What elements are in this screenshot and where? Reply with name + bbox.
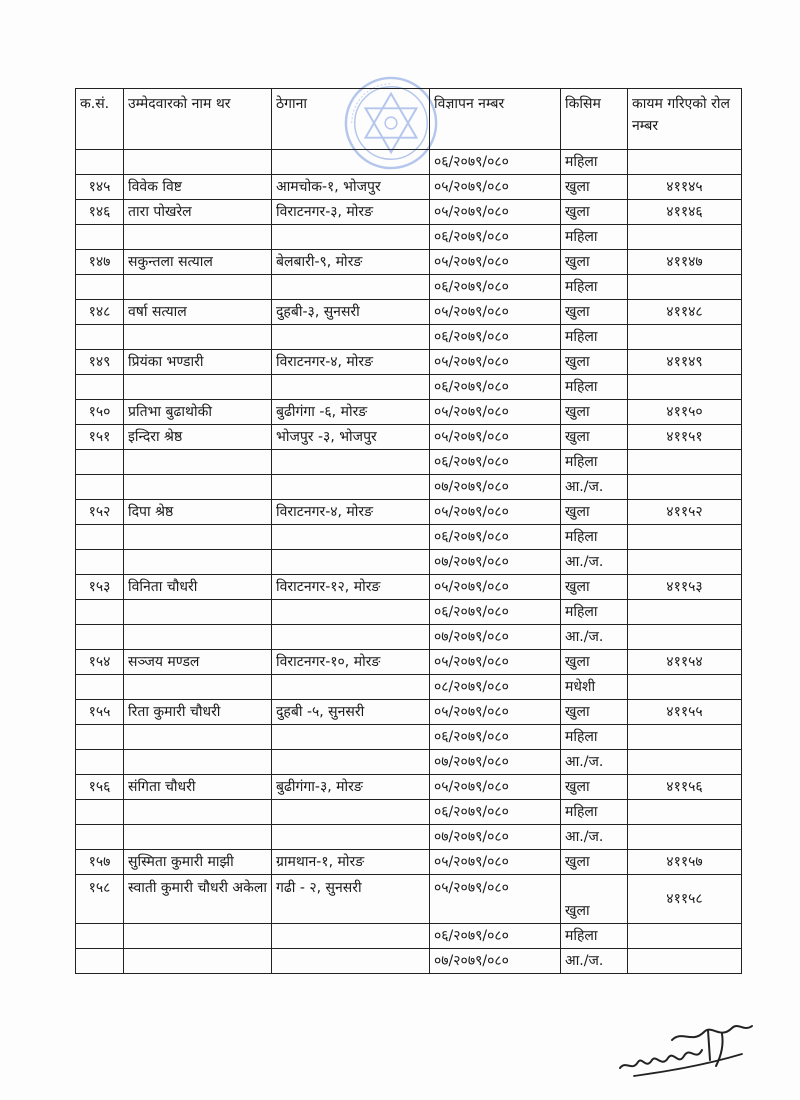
cell-name (124, 675, 272, 700)
header-serial: क.सं. (76, 89, 124, 150)
cell-category: खुला (561, 175, 628, 200)
cell-serial: १५३ (76, 575, 124, 600)
cell-serial: १४९ (76, 350, 124, 375)
cell-advert-no: ०५/२०७९/०८० (430, 425, 561, 450)
cell-serial (76, 924, 124, 949)
cell-address: विराटनगर-४, मोरङ (272, 350, 430, 375)
header-name: उम्मेदवारको नाम थर (124, 89, 272, 150)
cell-address: विराटनगर-१०, मोरङ (272, 650, 430, 675)
cell-roll-no: ४११५३ (628, 575, 742, 600)
cell-advert-no: ०७/२०७९/०८० (430, 750, 561, 775)
cell-name (124, 550, 272, 575)
cell-address (272, 275, 430, 300)
cell-category: आ./ज. (561, 949, 628, 974)
cell-serial (76, 949, 124, 974)
cell-advert-no: ०५/२०७९/०८० (430, 400, 561, 425)
cell-roll-no (628, 225, 742, 250)
table-row (76, 325, 742, 350)
table-row (76, 875, 742, 924)
table-row (76, 750, 742, 775)
cell-address (272, 375, 430, 400)
cell-roll-no (628, 450, 742, 475)
cell-address: विराटनगर-४, मोरङ (272, 500, 430, 525)
cell-category: महिला (561, 325, 628, 350)
table-row (76, 625, 742, 650)
cell-name (124, 825, 272, 850)
cell-roll-no (628, 525, 742, 550)
cell-roll-no (628, 475, 742, 500)
cell-roll-no: ४११५८ (628, 875, 742, 924)
cell-address (272, 325, 430, 350)
cell-address (272, 924, 430, 949)
cell-roll-no (628, 924, 742, 949)
cell-category: खुला (561, 700, 628, 725)
cell-advert-no: ०५/२०७९/०८० (430, 875, 561, 924)
cell-name (124, 750, 272, 775)
cell-roll-no (628, 600, 742, 625)
table-row (76, 350, 742, 375)
table-row (76, 550, 742, 575)
cell-address: विराटनगर-३, मोरङ (272, 200, 430, 225)
table-row (76, 675, 742, 700)
cell-serial: १५१ (76, 425, 124, 450)
cell-category: महिला (561, 150, 628, 175)
cell-name: संगिता चौधरी (124, 775, 272, 800)
cell-roll-no: ४११५४ (628, 650, 742, 675)
cell-name: विवेक विष्ट (124, 175, 272, 200)
cell-name (124, 450, 272, 475)
cell-roll-no: ४११४८ (628, 300, 742, 325)
table-row (76, 700, 742, 725)
cell-address: विराटनगर-१२, मोरङ (272, 575, 430, 600)
cell-advert-no: ०५/२०७९/०८० (430, 200, 561, 225)
cell-serial (76, 800, 124, 825)
cell-advert-no: ०५/२०७९/०८० (430, 175, 561, 200)
cell-address (272, 450, 430, 475)
cell-category: महिला (561, 225, 628, 250)
cell-advert-no: ०६/२०७९/०८० (430, 525, 561, 550)
cell-category: आ./ज. (561, 550, 628, 575)
cell-roll-no (628, 325, 742, 350)
cell-advert-no: ०६/२०७९/०८० (430, 450, 561, 475)
cell-advert-no: ०५/२०७९/०८० (430, 775, 561, 800)
cell-address: गढी - २, सुनसरी (272, 875, 430, 924)
cell-advert-no: ०६/२०७९/०८० (430, 800, 561, 825)
cell-roll-no (628, 625, 742, 650)
cell-category: खुला (561, 875, 628, 924)
cell-serial: १५२ (76, 500, 124, 525)
cell-category: महिला (561, 375, 628, 400)
cell-category: महिला (561, 800, 628, 825)
table-row (76, 175, 742, 200)
cell-roll-no: ४११५० (628, 400, 742, 425)
cell-address (272, 150, 430, 175)
cell-roll-no: ४११४९ (628, 350, 742, 375)
cell-serial (76, 600, 124, 625)
table-row (76, 475, 742, 500)
cell-advert-no: ०६/२०७९/०८० (430, 600, 561, 625)
table-row (76, 525, 742, 550)
cell-address: ग्रामथान-१, मोरङ (272, 850, 430, 875)
header-roll-no: कायम गरिएको रोल नम्बर (628, 89, 742, 150)
cell-category: महिला (561, 275, 628, 300)
table-row (76, 949, 742, 974)
cell-name (124, 375, 272, 400)
cell-category: खुला (561, 250, 628, 275)
cell-address (272, 750, 430, 775)
cell-roll-no (628, 275, 742, 300)
cell-address (272, 725, 430, 750)
cell-name: सकुन्तला सत्याल (124, 250, 272, 275)
table-row (76, 800, 742, 825)
cell-roll-no: ४११५१ (628, 425, 742, 450)
cell-roll-no (628, 800, 742, 825)
cell-serial (76, 625, 124, 650)
cell-name (124, 225, 272, 250)
cell-category: खुला (561, 575, 628, 600)
cell-address: बुढीगंगा -६, मोरङ (272, 400, 430, 425)
cell-category: महिला (561, 600, 628, 625)
cell-serial: १४७ (76, 250, 124, 275)
cell-advert-no: ०८/२०७९/०८० (430, 675, 561, 700)
table-row (76, 400, 742, 425)
cell-category: आ./ज. (561, 825, 628, 850)
cell-name (124, 525, 272, 550)
cell-category: खुला (561, 200, 628, 225)
cell-serial: १४६ (76, 200, 124, 225)
cell-advert-no: ०७/२०७९/०८० (430, 825, 561, 850)
cell-serial: १५६ (76, 775, 124, 800)
header-category: किसिम (561, 89, 628, 150)
cell-name (124, 625, 272, 650)
cell-advert-no: ०५/२०७९/०८० (430, 650, 561, 675)
cell-advert-no: ०६/२०७९/०८० (430, 275, 561, 300)
cell-address: दुहबी -५, सुनसरी (272, 700, 430, 725)
cell-serial (76, 325, 124, 350)
cell-serial: १५५ (76, 700, 124, 725)
cell-serial: १५४ (76, 650, 124, 675)
cell-serial: १४८ (76, 300, 124, 325)
table-row (76, 300, 742, 325)
cell-category: खुला (561, 300, 628, 325)
cell-category: मधेशी (561, 675, 628, 700)
cell-category: महिला (561, 450, 628, 475)
cell-roll-no (628, 675, 742, 700)
cell-category: महिला (561, 525, 628, 550)
cell-address: बेलबारी-९, मोरङ (272, 250, 430, 275)
cell-address (272, 625, 430, 650)
cell-name (124, 325, 272, 350)
table-row (76, 225, 742, 250)
table-row (76, 375, 742, 400)
cell-category: आ./ज. (561, 625, 628, 650)
cell-address: बुढीगंगा-३, मोरङ (272, 775, 430, 800)
cell-roll-no (628, 150, 742, 175)
cell-roll-no: ४११४७ (628, 250, 742, 275)
cell-address (272, 550, 430, 575)
cell-address (272, 475, 430, 500)
cell-advert-no: ०६/२०७९/०८० (430, 375, 561, 400)
header-advert-no: विज्ञापन नम्बर (430, 89, 561, 150)
cell-address: दुहबी-३, सुनसरी (272, 300, 430, 325)
cell-advert-no: ०६/२०७९/०८० (430, 924, 561, 949)
cell-name (124, 475, 272, 500)
cell-advert-no: ०७/२०७९/०८० (430, 475, 561, 500)
cell-serial (76, 225, 124, 250)
cell-roll-no (628, 750, 742, 775)
cell-advert-no: ०५/२०७९/०८० (430, 500, 561, 525)
table-row (76, 450, 742, 475)
cell-serial: १५७ (76, 850, 124, 875)
cell-advert-no: ०७/२०७९/०८० (430, 949, 561, 974)
cell-serial: १५८ (76, 875, 124, 924)
cell-name: सुस्मिता कुमारी माझी (124, 850, 272, 875)
cell-serial: १५० (76, 400, 124, 425)
cell-name: तारा पोखरेल (124, 200, 272, 225)
table-row (76, 725, 742, 750)
cell-roll-no (628, 949, 742, 974)
cell-serial (76, 375, 124, 400)
cell-category: खुला (561, 850, 628, 875)
cell-advert-no: ०६/२०७९/०८० (430, 725, 561, 750)
cell-roll-no (628, 375, 742, 400)
cell-name (124, 600, 272, 625)
table-row (76, 775, 742, 800)
cell-serial (76, 550, 124, 575)
cell-address: आमचोक-१, भोजपुर (272, 175, 430, 200)
signature-icon (612, 1010, 762, 1085)
cell-address: भोजपुर -३, भोजपुर (272, 425, 430, 450)
table-row (76, 150, 742, 175)
cell-address (272, 825, 430, 850)
cell-name: इन्दिरा श्रेष्ठ (124, 425, 272, 450)
cell-roll-no (628, 725, 742, 750)
cell-roll-no (628, 550, 742, 575)
cell-name: विनिता चौधरी (124, 575, 272, 600)
table-row (76, 250, 742, 275)
cell-address (272, 600, 430, 625)
cell-roll-no: ४११४६ (628, 200, 742, 225)
cell-advert-no: ०५/२०७९/०८० (430, 700, 561, 725)
cell-name: सञ्जय मण्डल (124, 650, 272, 675)
cell-category: खुला (561, 400, 628, 425)
cell-advert-no: ०६/२०७९/०८० (430, 225, 561, 250)
cell-advert-no: ०५/२०७९/०८० (430, 250, 561, 275)
cell-advert-no: ०५/२०७९/०८० (430, 575, 561, 600)
cell-name (124, 275, 272, 300)
cell-name: वर्षा सत्याल (124, 300, 272, 325)
cell-roll-no: ४११५२ (628, 500, 742, 525)
cell-advert-no: ०५/२०७९/०८० (430, 300, 561, 325)
cell-name: स्वाती कुमारी चौधरी अकेला (124, 875, 272, 924)
cell-name (124, 924, 272, 949)
cell-name (124, 800, 272, 825)
cell-address (272, 525, 430, 550)
cell-serial (76, 275, 124, 300)
cell-serial (76, 675, 124, 700)
cell-name (124, 150, 272, 175)
cell-category: महिला (561, 924, 628, 949)
table-row (76, 275, 742, 300)
cell-roll-no: ४११५५ (628, 700, 742, 725)
cell-serial (76, 525, 124, 550)
table-row (76, 924, 742, 949)
cell-serial (76, 825, 124, 850)
cell-name (124, 949, 272, 974)
cell-category: आ./ज. (561, 475, 628, 500)
cell-category: खुला (561, 350, 628, 375)
table-row (76, 425, 742, 450)
table-row (76, 500, 742, 525)
cell-advert-no: ०५/२०७९/०८० (430, 850, 561, 875)
cell-roll-no (628, 825, 742, 850)
cell-category: आ./ज. (561, 750, 628, 775)
cell-address (272, 225, 430, 250)
cell-advert-no: ०७/२०७९/०८० (430, 625, 561, 650)
table-row (76, 825, 742, 850)
table-row (76, 850, 742, 875)
cell-roll-no: ४११५६ (628, 775, 742, 800)
table-row (76, 200, 742, 225)
cell-name: दिपा श्रेष्ठ (124, 500, 272, 525)
cell-category: खुला (561, 425, 628, 450)
header-address: ठेगाना (272, 89, 430, 150)
cell-advert-no: ०६/२०७९/०८० (430, 325, 561, 350)
cell-category: खुला (561, 775, 628, 800)
cell-category: महिला (561, 725, 628, 750)
cell-category: खुला (561, 650, 628, 675)
cell-advert-no: ०७/२०७९/०८० (430, 550, 561, 575)
cell-serial (76, 475, 124, 500)
cell-address (272, 800, 430, 825)
cell-name: प्रियंका भण्डारी (124, 350, 272, 375)
table-row (76, 575, 742, 600)
cell-serial (76, 725, 124, 750)
table-header-row (76, 89, 742, 150)
cell-serial: १४५ (76, 175, 124, 200)
cell-name: रिता कुमारी चौधरी (124, 700, 272, 725)
cell-serial (76, 750, 124, 775)
cell-roll-no: ४११५७ (628, 850, 742, 875)
cell-advert-no: ०६/२०७९/०८० (430, 150, 561, 175)
cell-category: खुला (561, 500, 628, 525)
table-row (76, 600, 742, 625)
cell-address (272, 675, 430, 700)
cell-advert-no: ०५/२०७९/०८० (430, 350, 561, 375)
cell-name: प्रतिभा बुढाथोकी (124, 400, 272, 425)
roll-number-table (75, 88, 742, 974)
cell-serial (76, 150, 124, 175)
cell-address (272, 949, 430, 974)
table-row (76, 650, 742, 675)
cell-roll-no: ४११४५ (628, 175, 742, 200)
cell-serial (76, 450, 124, 475)
cell-name (124, 725, 272, 750)
